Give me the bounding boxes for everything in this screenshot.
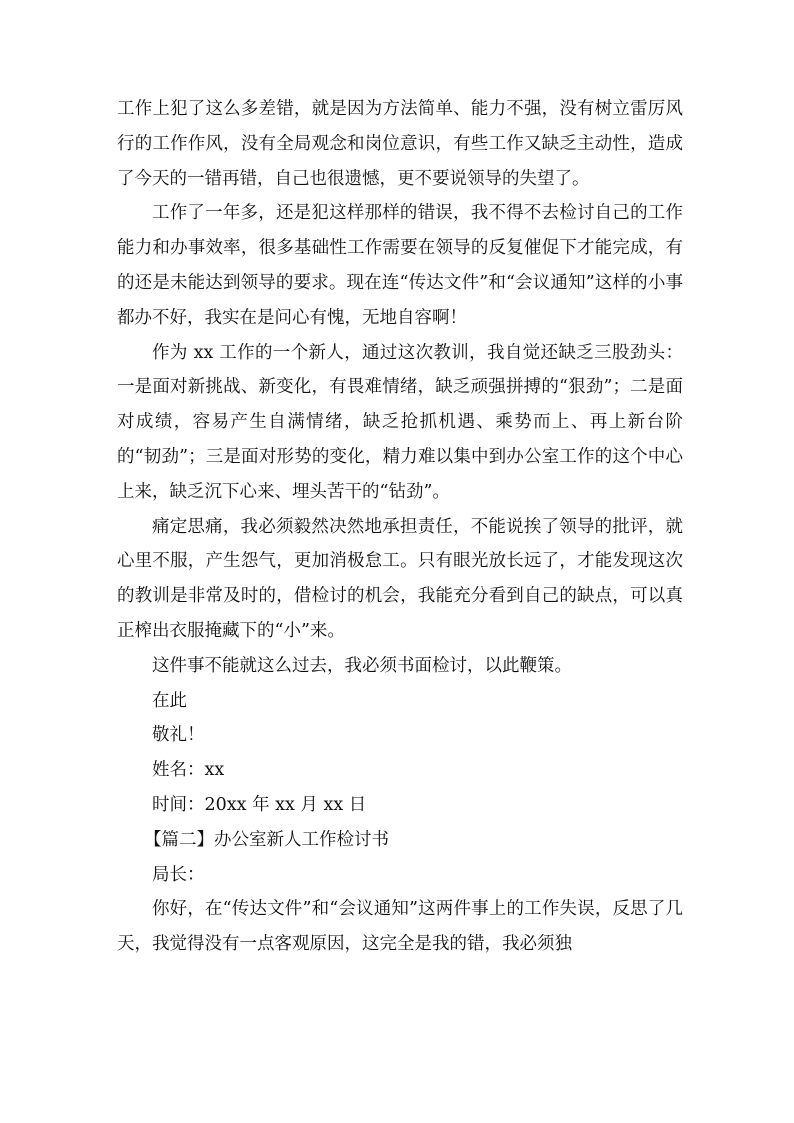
- paragraph-written-review: [117, 649, 683, 684]
- salutation-text: 局长：: [152, 864, 205, 885]
- signature-text: 姓名：xx: [152, 760, 225, 781]
- paragraph-opening: [117, 892, 683, 962]
- closing-text: 敬礼！: [152, 725, 205, 746]
- signature-name: [117, 753, 683, 788]
- closing-salute: [117, 718, 683, 753]
- signature-text: 时间：20xx 年 xx 月 xx 日: [152, 794, 367, 815]
- paragraph-responsibility: [117, 510, 683, 649]
- paragraph-text: 工作上犯了这么多差错，就是因为方法简单、能力不强，没有树立雷厉风行的工作作风，没有全局观念和岗位意识，有些工作又缺乏主动性，造成了今天的一错再错，自己也很遗憾，更不要说领导的失望了。: [117, 99, 683, 189]
- paragraph-continuation: [117, 92, 683, 196]
- section-heading: [117, 823, 683, 858]
- paragraph-text: 工作了一年多，还是犯这样那样的错误，我不得不去检讨自己的工作能力和办事效率，很多基础性工作需要在领导的反复催促下才能完成，有的还是未能达到领导的要求。现在连“传达文件”和“会议通知”这样的小事都办不好，我实在是问心有愧，无地自容啊！: [117, 203, 683, 328]
- heading-text: 【篇二】办公室新人工作检讨书: [144, 829, 389, 850]
- paragraph-text: 这件事不能就这么过去，我必须书面检讨，以此鞭策。: [152, 655, 572, 676]
- paragraph-text: 你好，在“传达文件”和“会议通知”这两件事上的工作失误，反思了几天，我觉得没有一点客观原因，这完全是我的错，我必须独: [117, 899, 683, 955]
- paragraph-work-ability: [117, 196, 683, 335]
- document-body: [117, 92, 683, 962]
- paragraph-three-drives: [117, 336, 683, 510]
- signature-date: [117, 788, 683, 823]
- closing-text: 在此: [152, 690, 187, 711]
- salutation: [117, 858, 683, 893]
- closing-here: [117, 684, 683, 719]
- paragraph-text: 痛定思痛，我必须毅然决然地承担责任，不能说挨了领导的批评，就心里不服，产生怨气，更加消极怠工。只有眼光放长远了，才能发现这次的教训是非常及时的，借检讨的机会，我能充分看到自己的缺点，可以真正榨出衣服掩藏下的“小”来。: [117, 516, 683, 641]
- paragraph-text: 作为 xx 工作的一个新人，通过这次教训，我自觉还缺乏三股劲头：一是面对新挑战、新变化，有畏难情绪，缺乏顽强拼搏的“狠劲”；二是面对成绩，容易产生自满情绪，缺乏抢抓机遇、乘势而上、再上新台阶的“韧劲”；三是面对形势的变化，精力难以集中到办公室工作的这个中心上来，缺乏沉下心来、埋头苦干的“钻劲”。: [117, 342, 683, 502]
